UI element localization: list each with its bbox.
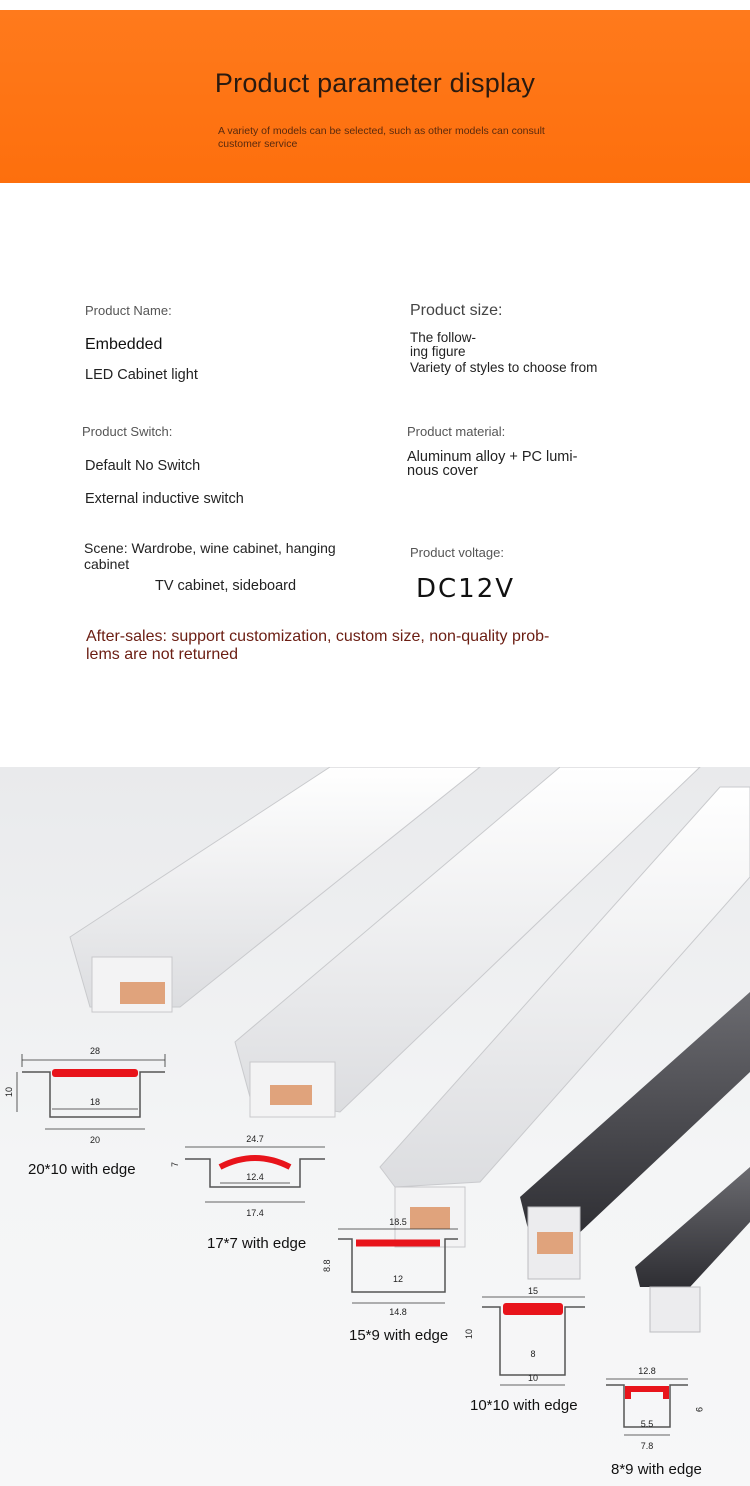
led-chip-3 <box>410 1207 450 1229</box>
caption-profile-2: 17*7 with edge <box>207 1235 307 1252</box>
dim-height-2: 7 <box>170 1161 180 1167</box>
caption-profile-5: 8*9 with edge <box>611 1461 702 1478</box>
dim-top-4: 15 <box>527 1286 539 1296</box>
product-size-value-1b: ing figure <box>410 344 466 359</box>
product-name-value-1: Embedded <box>85 336 163 353</box>
aftersales-note-b: lems are not returned <box>86 646 239 663</box>
led-chip-4 <box>537 1232 573 1254</box>
dim-bottom-4: 10 <box>527 1373 539 1383</box>
dim-inner-1: 18 <box>89 1097 101 1107</box>
scene-value-2: TV cabinet, sideboard <box>155 578 297 594</box>
dim-height-3: 8.8 <box>322 1259 332 1272</box>
product-switch-label: Product Switch: <box>82 424 173 439</box>
profile-diagram-5 <box>606 1366 704 1451</box>
profile-diagram-1 <box>4 1046 165 1145</box>
diffuser-5 <box>628 1389 666 1399</box>
led-chip-2 <box>270 1085 312 1105</box>
dim-bottom-2: 17.4 <box>246 1208 264 1218</box>
dim-inner-5: 5.5 <box>640 1419 654 1429</box>
product-material-value-b: nous cover <box>407 463 478 479</box>
product-size-value-1a: The follow- <box>410 330 477 345</box>
dim-bottom-5: 7.8 <box>640 1441 654 1451</box>
product-voltage-value: DC12V <box>416 574 516 604</box>
caption-profile-3: 15*9 with edge <box>349 1327 449 1344</box>
dim-bottom-1: 20 <box>89 1135 101 1145</box>
profile-diagram-4 <box>464 1286 585 1486</box>
scene-value-1: Scene: Wardrobe, wine cabinet, hanging cabinet <box>84 540 336 572</box>
diffuser-2 <box>220 1158 290 1167</box>
aftersales-note-a: After-sales: support customization, custom size, non-quality prob- <box>86 628 550 645</box>
caption-profile-1: 20*10 with edge <box>28 1161 136 1178</box>
dim-height-4: 10 <box>464 1328 474 1339</box>
product-size-label: Product size: <box>410 302 503 319</box>
header-banner <box>0 10 750 183</box>
dim-inner-2: 12.4 <box>246 1172 264 1182</box>
dim-inner-4: 8 <box>530 1349 536 1359</box>
strip-5 <box>635 1167 750 1287</box>
product-voltage-label: Product voltage: <box>410 545 504 560</box>
dim-height-1: 10 <box>4 1086 14 1097</box>
product-name-value-2: LED Cabinet light <box>85 367 198 383</box>
profile-diagram-2 <box>170 1134 325 1218</box>
profile-strips-illustration <box>0 767 750 1486</box>
product-switch-value-1: Default No Switch <box>85 458 201 474</box>
caption-profile-4: 10*10 with edge <box>470 1397 578 1414</box>
product-material-value-a: Aluminum alloy + PC lumi- <box>407 449 578 465</box>
strip-5-end <box>650 1287 700 1332</box>
led-chip-1 <box>120 982 165 1004</box>
product-material-label: Product material: <box>407 424 506 439</box>
product-size-value-2: Variety of styles to choose from <box>410 360 598 375</box>
dim-top-5: 12.8 <box>638 1366 656 1376</box>
dim-top-2: 24.7 <box>246 1134 264 1144</box>
dim-inner-3: 12 <box>392 1274 404 1284</box>
dim-top-1: 28 <box>89 1046 101 1056</box>
product-photo <box>0 767 750 1486</box>
product-switch-value-2: External inductive switch <box>85 491 244 507</box>
product-name-label: Product Name: <box>85 303 172 318</box>
diffuser-1 <box>52 1069 138 1077</box>
dim-top-3: 18.5 <box>389 1217 407 1227</box>
page-title: Product parameter display <box>214 68 536 98</box>
dim-bottom-3: 14.8 <box>389 1307 407 1317</box>
diffuser-4 <box>503 1303 563 1315</box>
banner-subtitle: A variety of models can be selected, such as other models can consult customer service <box>218 125 545 150</box>
dim-height-5: 9 <box>694 1407 704 1413</box>
